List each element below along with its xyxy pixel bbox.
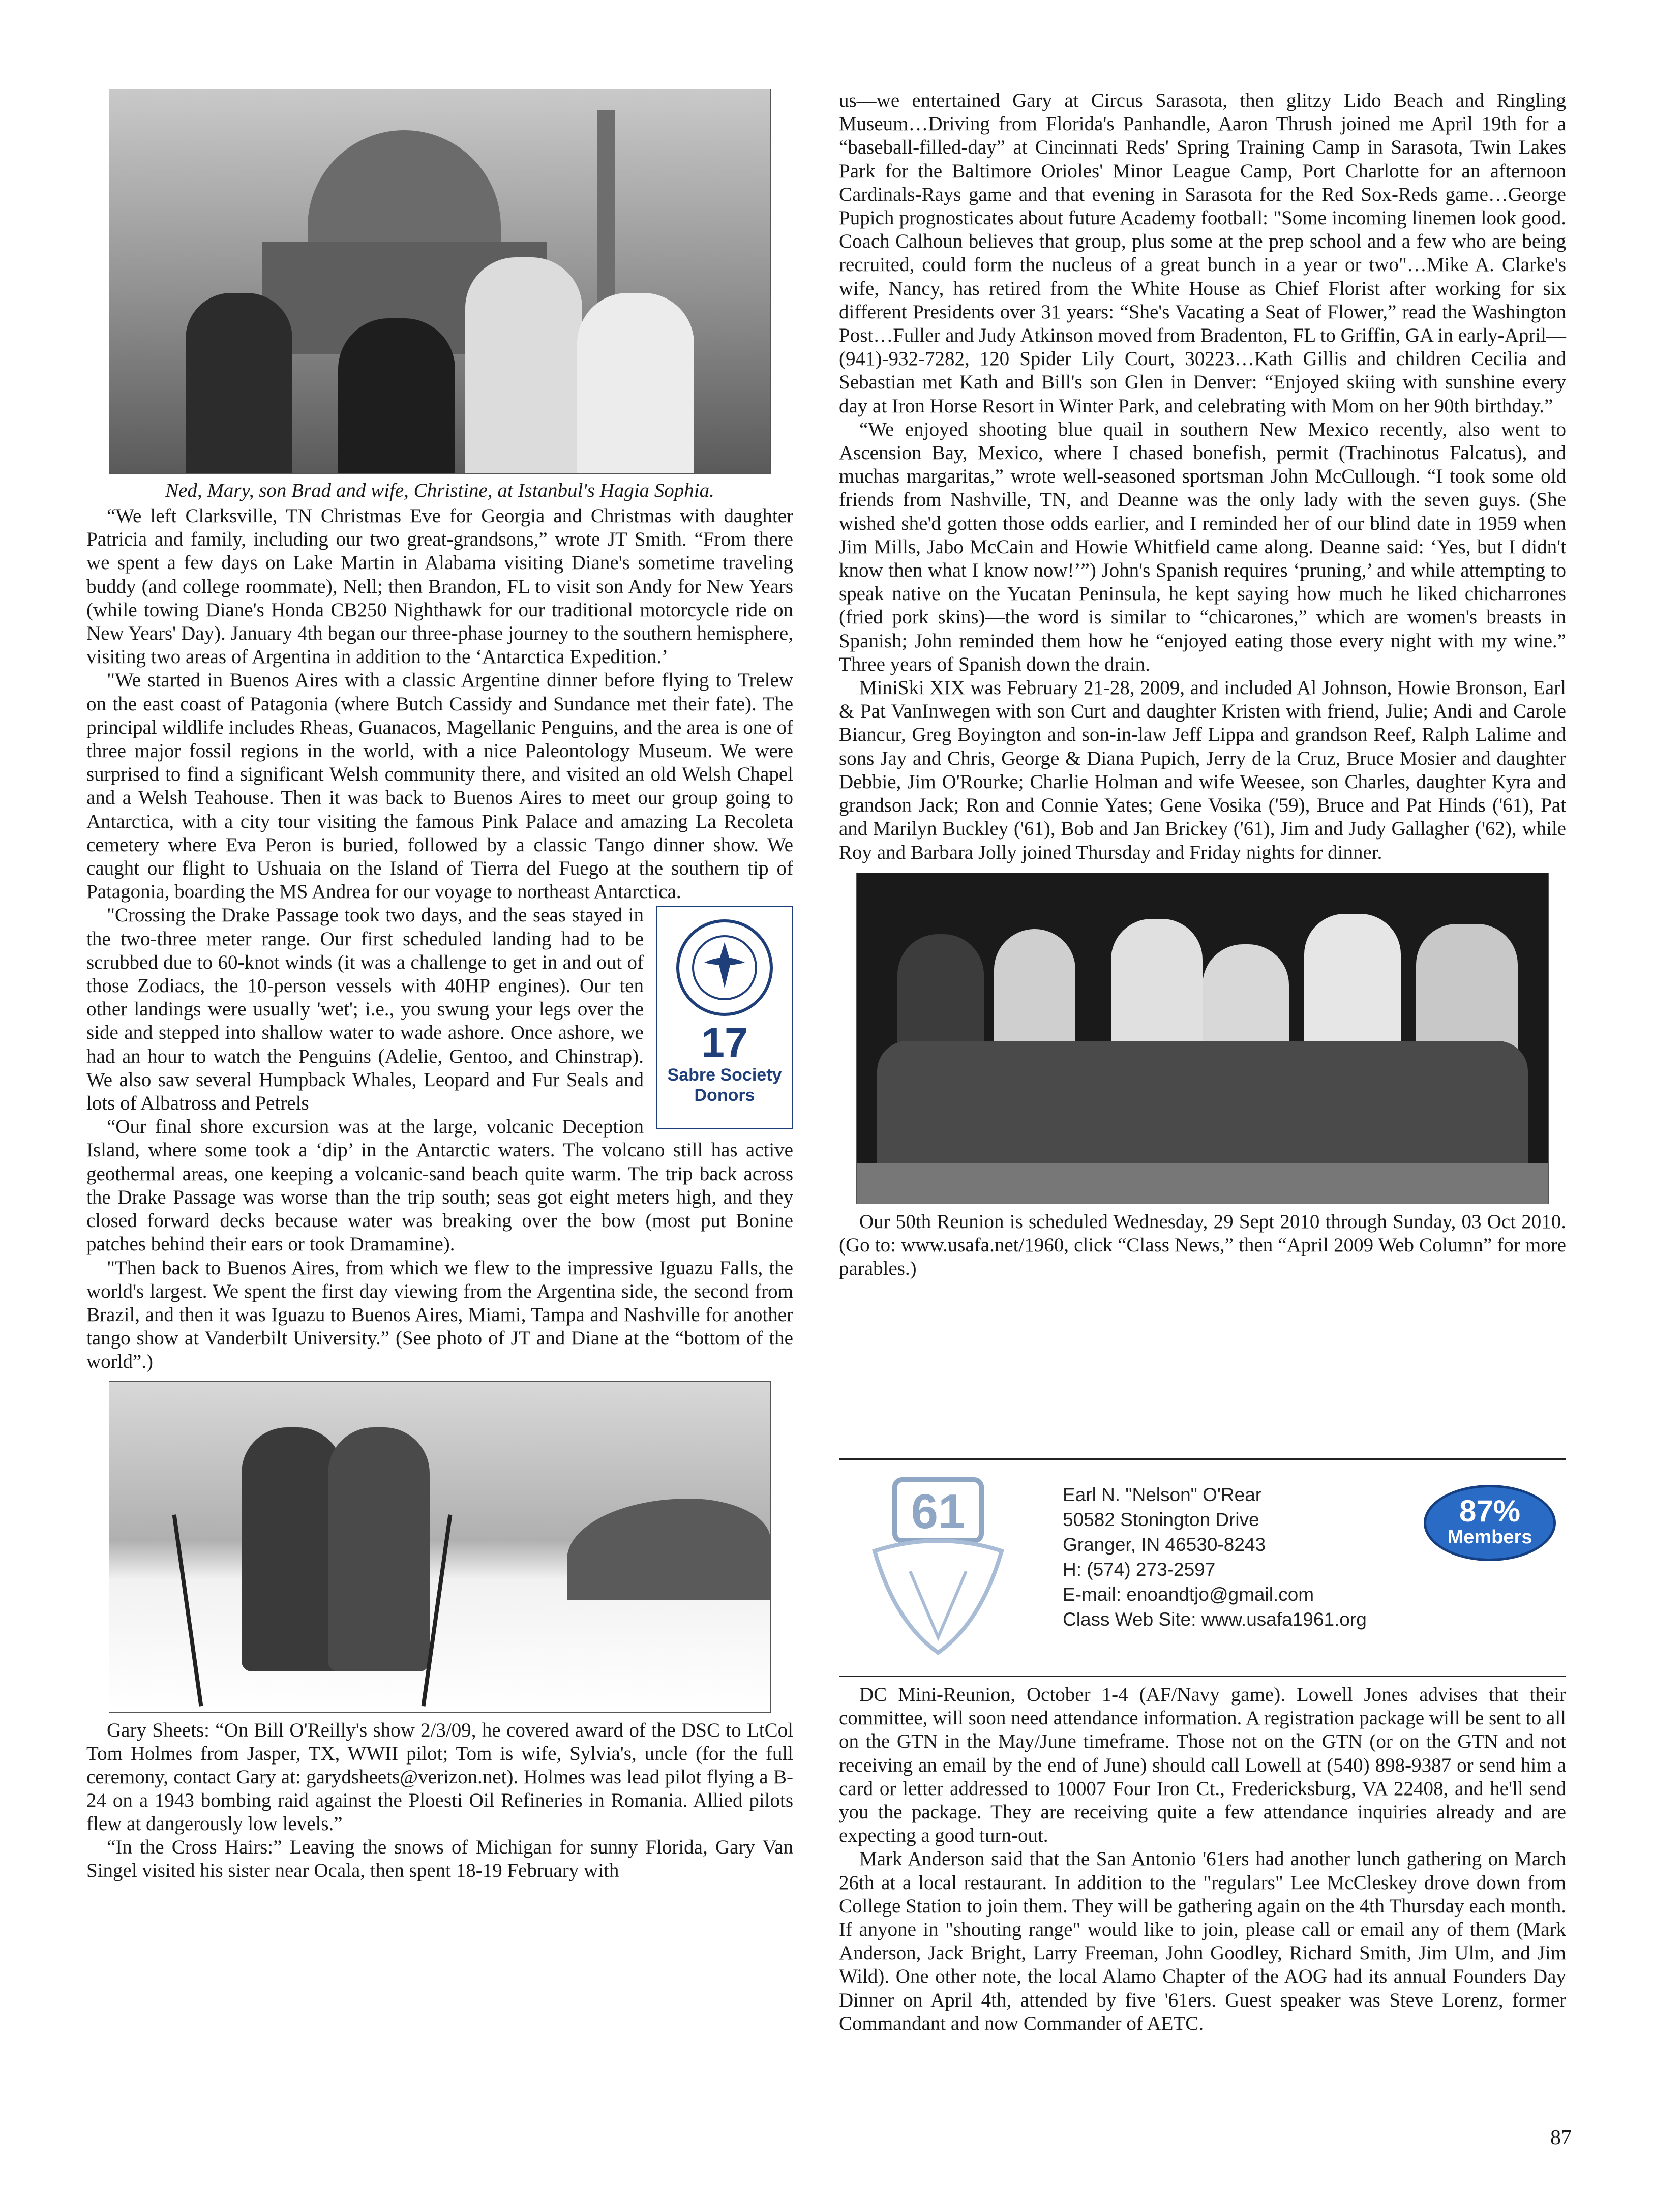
contact-phone: H: (574) 273-2597 bbox=[1063, 1559, 1216, 1580]
paragraph: DC Mini-Reunion, October 1-4 (AF/Navy game). Lowell Jones advises that their committee, will soon need attendance information. A registration package will be sent to all on the GTN in the May/June timeframe. Those not on the GTN (or on the GTN and not receiving an email by the end of June) should call Lowell at (540) 898-9387 or send him a card or letter addressed to 10007 Four Iron Ct., Fredericksburg, VA 22408, and he'll send you the package. They are receiving quite a few attendance inquiries already and are expecting a good turn-out. bbox=[839, 1684, 1566, 1847]
paragraph: Mark Anderson said that the San Antonio '61ers had another lunch gathering on March 26th at a local restaurant. In addition to the "regulars" Lee McCleskey drove down from College Station to join them. They will be gathering again on the 4th Thursday each month. If anyone in "shouting range" would like to join, please call or email any of them (Mark Anderson, Jack Bright, Larry Freeman, John Goodley, Richard Smith, Jim Ulm, and Jim Wild). One other note, the local Alamo Chapter of the AOG had its annual Founders Day Dinner on April 4th, attended by five '61ers. Guest speaker was Steve Lorenz, former Commandant and now Commander of AETC. bbox=[839, 1848, 1566, 2035]
photo1-caption: Ned, Mary, son Brad and wife, Christine, at Istanbul's Hagia Sophia. bbox=[165, 480, 714, 501]
badge-label: Donors bbox=[694, 1086, 755, 1105]
contact-website: Class Web Site: www.usafa1961.org bbox=[1063, 1609, 1367, 1630]
badge-number: 17 bbox=[701, 1020, 748, 1066]
paragraph: Gary Sheets: “On Bill O'Reilly's show 2/3/09, he covered award of the DSC to LtCol Tom Holmes from Jasper, TX, WWII pilot; Tom is wife, Sylvia's, uncle (for the full ceremony, contact Gary at: garydsheets@verizon.net). Holmes was lead pilot flying a B-24 on a 1943 bombing raid against the Ploesti Oil Refineries in Romania. Allied pilots flew at dangerously low levels.” bbox=[86, 1719, 793, 1835]
photo-hagia-sophia bbox=[109, 89, 771, 474]
section-divider bbox=[839, 1676, 1566, 1677]
photo-antarctica bbox=[109, 1381, 771, 1713]
class-contact-block bbox=[854, 1470, 1566, 1673]
contact-info bbox=[1063, 1482, 1367, 1632]
paragraph: "We started in Buenos Aires with a classic Argentine dinner before flying to Trelew on the east coast of Patagonia (where Butch Cassidy and Sundance met their fate). The principal wildlife includes Rheas, Guanacos, Magellanic Penguins, and the area is one of three major fossil regions in the world, with a nice Paleontology Museum. We were surprised to find a significant Welsh community there, and visited an old Welsh Chapel and a Welsh Teahouse. Then it was back to Buenos Aires to meet our group going to Antarctica, with a city tour visiting the famous Pink Palace and amazing La Recoleta cemetery where Eva Peron is buried, followed by a classic Tango dinner show. We caught our flight to Ushuaia on the Island of Tierra del Fuego at the southern tip of Patagonia, boarding the MS Andrea for our voyage to northeast Antarctica. bbox=[86, 669, 793, 903]
right-column-lower bbox=[839, 1683, 1566, 2036]
class-61-crest-icon bbox=[854, 1470, 1022, 1663]
paragraph: “We left Clarksville, TN Christmas Eve for Georgia and Christmas with daughter Patricia and family, including our two great-grandsons,” wrote JT Smith. “From there we spent a few days on Lake Martin in Alabama visiting Diane's sometime traveling buddy (and college roommate), Nell; then Brandon, FL to visit son Andy for New Years (while towing Diane's Honda CB250 Nighthawk for our traditional motorcycle ride on New Years' Day). January 4th began our three-phase journey to the southern hemisphere, visiting two areas of Argentina in addition to the ‘Antarctica Expedition.’ bbox=[86, 505, 793, 668]
page-number: 87 bbox=[1550, 2126, 1572, 2149]
section-divider bbox=[839, 1458, 1566, 1460]
sabre-society-badge bbox=[656, 906, 793, 1129]
contact-email: E-mail: enoandtjo@gmail.com bbox=[1063, 1584, 1314, 1605]
badge-label: Sabre Society bbox=[667, 1065, 782, 1085]
paragraph: us—we entertained Gary at Circus Sarasota, then glitzy Lido Beach and Ringling Museum…Driving from Florida's Panhandle, Aaron Thrush joined me April 19th for a “baseball-filled-day” at Cincinnati Reds' Spring Training Camp in Sarasota, Twin Lakes Park for the Baltimore Orioles' Minor League Camp, Port Charlotte for an afternoon Cardinals-Rays game and that evening in Sarasota for the Red Sox-Reds game…George Pupich prognosticates about future Academy football: "Some incoming linemen look good. Coach Calhoun believes that group, plus some at the prep school and a few who are being recruited, could form the nucleus of a great bunch in a year or two"…Mike A. Clarke's wife, Nancy, has retired from the White House as Chief Florist after working for six different Presidents over 31 years: “She's Vacating a Seat of Flower,” read the Washington Post…Fuller and Judy Atkinson moved from Bradenton, FL to Griffin, GA in early-April—(941)-932-7282, 120 Spider Lily Court, 30223…Kath Gillis and children Cecilia and Sebastian met Kath and Bill's son Glen in Denver: “Enjoyed skiing with sunshine every day at Iron Horse Resort in Winter Park, and celebrating with Mom on her 90th birthday.” bbox=[839, 89, 1566, 417]
sabre-society-seal-icon bbox=[676, 919, 773, 1016]
members-label: Members bbox=[1447, 1527, 1532, 1548]
left-column bbox=[86, 89, 793, 1882]
paragraph: “We enjoyed shooting blue quail in southern New Mexico recently, also went to Ascension Bay, Mexico, where I chased bonefish, permit (Trachinotus Falcatus), and muchas margaritas,” wrote well-seasoned sportsman John McCullough. “I took some old friends from Nashville, TN, and Deanne was the only lady with the seven guys. (She wished she'd gotten those odds earlier, and I reminded her of our blind date in 1959 when Jim Mills, Jabo McCain and Howie Whitfield came along. Deanne said: ‘Yes, but I didn't know then what I know now!’”) John's Spanish requires ‘pruning,’ and while attempting to speak native on the Yucatan Peninsula, he kept saying how much he liked chicharrones (fried pork skins)—the word is similar to “chicarones,” which are women's breasts in Spanish; John reminded them how he “enjoyed eating those every night with my wine.” Three years of Spanish down the drain. bbox=[839, 418, 1566, 675]
paragraph: “In the Cross Hairs:” Leaving the snows of Michigan for sunny Florida, Gary Van Singel visited his sister near Ocala, then spent 18-19 February with bbox=[86, 1836, 793, 1881]
members-badge bbox=[1424, 1485, 1556, 1561]
photo3-caption: Our 50th Reunion is scheduled Wednesday, 29 Sept 2010 through Sunday, 03 Oct 2010. (Go to: www.usafa.net/1960, click “Class News,” then “April 2009 Web Column” for more parables.) bbox=[839, 1210, 1566, 1279]
paragraph: "Then back to Buenos Aires, from which we flew to the impressive Iguazu Falls, the world's largest. We spent the first day viewing from the Argentina side, the second from Brazil, and then it was Iguazu to Buenos Aires, Miami, Tampa and Nashville for another tango show at Vanderbilt University.” (See photo of JT and Diane at the “bottom of the world”.) bbox=[86, 1257, 793, 1373]
paragraph: MiniSki XIX was February 21-28, 2009, and included Al Johnson, Howie Bronson, Earl & Pat VanInwegen with son Curt and daughter Kristen with friend, Julie; Andi and Carole Biancur, Greg Boyington and son-in-law Jeff Lippa and grandson Reef, Ralph Lalime and sons Jay and Chris, George & Diana Pupich, Jerry de la Cruz, Bruce Mosier and daughter Debbie, Jim O'Rourke; Charlie Holman and wife Weesee, son Charles, daughter Kyra and grandson Jack; Ron and Connie Yates; Gene Vosika ('59), Bruce and Pat Hinds ('61), Pat and Marilyn Buckley ('61), Bob and Jan Brickey ('61), Jim and Judy Gallagher ('62), while Roy and Barbara Jolly joined Thursday and Friday nights for dinner. bbox=[839, 677, 1566, 863]
contact-name: Earl N. "Nelson" O'Rear bbox=[1063, 1484, 1262, 1505]
members-percent: 87% bbox=[1459, 1494, 1521, 1528]
svg-text:61: 61 bbox=[911, 1484, 966, 1539]
contact-city: Granger, IN 46530-8243 bbox=[1063, 1534, 1266, 1555]
right-column bbox=[839, 89, 1566, 1280]
photo-miniski-group bbox=[856, 873, 1549, 1204]
contact-street: 50582 Stonington Drive bbox=[1063, 1509, 1259, 1530]
paragraph: "Crossing the Drake Passage took two days, and the seas stayed in the two-three meter range. Our first scheduled landing had to be scrubbed due to 60-knot winds (it was a challenge to get in and out of those Zodiacs, the 10-person vessels with 40HP engines). Our ten other landings were usually 'wet'; i.e., you swung your legs over the side and stepped into shallow water to wade ashore. Once ashore, we had an hour to watch the Penguins (Adelie, Gentoo, and Chinstrap). We also saw several Humpback Whales, Leopard and Fur Seals and lots of Albatross and Petrels bbox=[86, 904, 644, 1115]
paragraph: “Our final shore excursion was at the large, volcanic Deception Island, where some took a ‘dip’ in the Antarctic waters. The volcano still has active geothermal areas, one keeping a volcanic-sand beach quite warm. The trip back across the Drake Passage was worse than the trip south; seas got eight meters high, and they closed forward decks because water was breaking over the bow (most put Bonine patches behind their ears or took Dramamine). bbox=[86, 1116, 793, 1256]
